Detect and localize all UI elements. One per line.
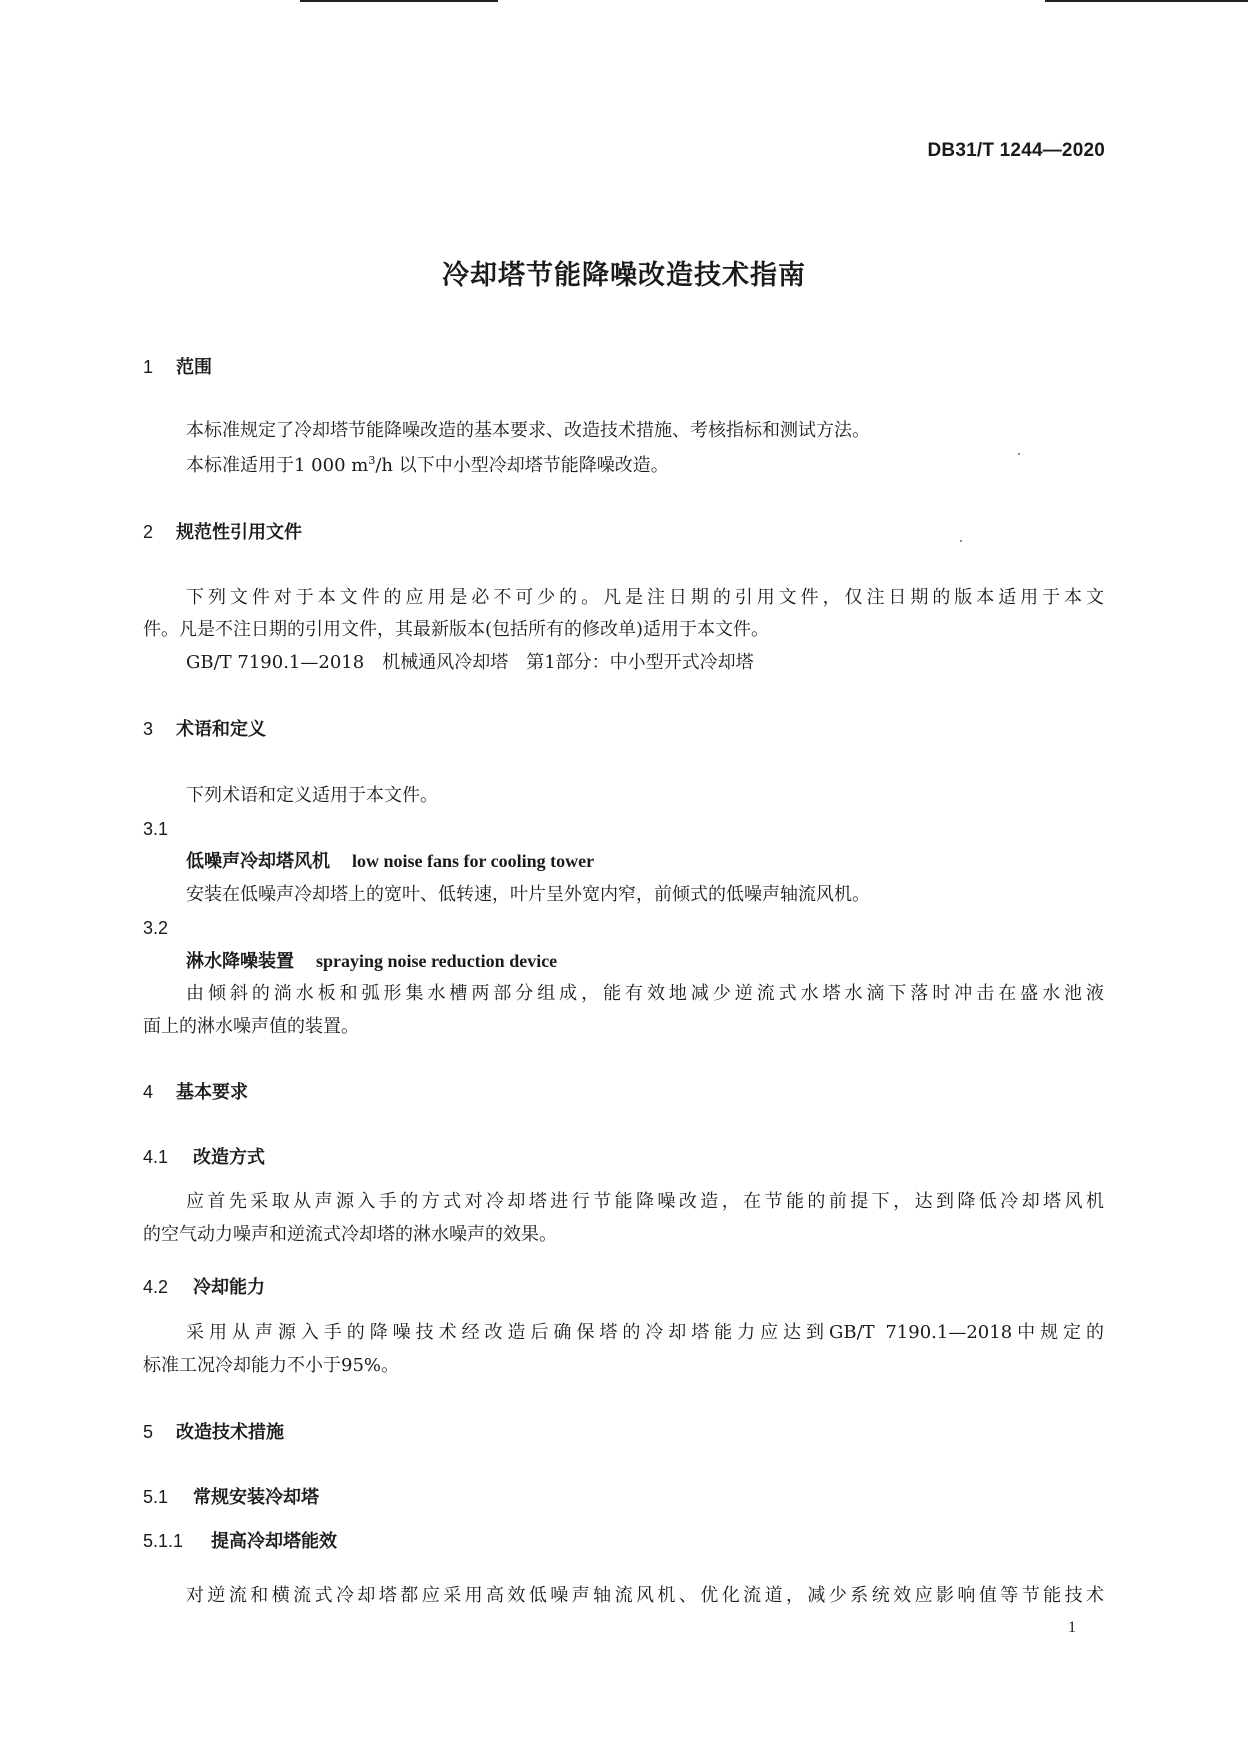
subsection-title: 提高冷却塔能效: [211, 1531, 337, 1552]
subsection-number: 4.2: [143, 1277, 169, 1297]
term-english: low noise fans for cooling tower: [352, 851, 595, 871]
subsection-4-2-heading: [143, 1276, 265, 1299]
term-definition: 安装在低噪声冷却塔上的宽叶、低转速，叶片呈外宽内窄，前倾式的低噪声轴流风机。: [186, 884, 870, 905]
paragraph-line: 采用从声源入手的降噪技术经改造后确保塔的冷却塔能力应达到GB/T 7190.1—2018中规定的: [186, 1322, 1104, 1343]
term-entry: [186, 950, 557, 973]
section-2-heading: [143, 521, 302, 544]
text-run: 本标准适用于1 000 m: [186, 455, 369, 476]
term-definition-line: 面上的淋水噪声值的装置。: [143, 1016, 359, 1037]
scan-speck: [1018, 453, 1020, 455]
superscript: 3: [368, 454, 376, 467]
scan-speck: [960, 540, 962, 542]
paragraph: 下列术语和定义适用于本文件。: [186, 785, 438, 806]
subsection-number: 5.1.1: [143, 1531, 184, 1551]
document-code: DB31/T 1244—2020: [927, 140, 1105, 161]
top-border-line-left: [300, 0, 498, 2]
document-title: 冷却塔节能降噪改造技术指南: [442, 260, 806, 291]
paragraph-line: 对逆流和横流式冷却塔都应采用高效低噪声轴流风机、优化流道，减少系统效应影响值等节能技术: [186, 1585, 1104, 1606]
section-title: 基本要求: [176, 1082, 248, 1103]
term-chinese: 淋水降噪装置: [186, 951, 294, 972]
section-number: 4: [143, 1082, 154, 1102]
subsection-title: 改造方式: [193, 1147, 265, 1168]
section-1-heading: [143, 356, 212, 379]
subsection-4-1-heading: [143, 1146, 265, 1169]
section-number: 2: [143, 522, 154, 542]
term-number: 3.1: [143, 819, 169, 839]
paragraph: [186, 455, 669, 477]
subsection-number: 4.1: [143, 1147, 169, 1167]
section-number: 3: [143, 719, 154, 739]
normative-reference: GB/T 7190.1—2018 机械通风冷却塔 第1部分：中小型开式冷却塔: [186, 652, 754, 673]
section-3-heading: [143, 718, 266, 741]
section-title: 规范性引用文件: [176, 522, 302, 543]
subsection-title: 冷却能力: [193, 1277, 265, 1298]
term-entry: [186, 850, 594, 873]
term-definition-line: 由倾斜的淌水板和弧形集水槽两部分组成，能有效地减少逆流式水塔水滴下落时冲击在盛水池液: [186, 983, 1104, 1004]
paragraph: 本标准规定了冷却塔节能降噪改造的基本要求、改造技术措施、考核指标和测试方法。: [186, 420, 870, 441]
paragraph-line: 标准工况冷却能力不小于95%。: [143, 1355, 400, 1376]
section-number: 1: [143, 357, 154, 377]
top-border-line-right: [1045, 0, 1248, 2]
term-english: spraying noise reduction device: [316, 951, 558, 971]
paragraph-line: 应首先采取从声源入手的方式对冷却塔进行节能降噪改造，在节能的前提下，达到降低冷却塔风机: [186, 1191, 1104, 1212]
term-number: 3.2: [143, 918, 169, 938]
page-number: 1: [1068, 1619, 1076, 1636]
paragraph-line: 下列文件对于本文件的应用是必不可少的。凡是注日期的引用文件，仅注日期的版本适用于本文: [186, 587, 1104, 608]
text-run: /h 以下中小型冷却塔节能降噪改造。: [375, 455, 669, 476]
paragraph-line: 的空气动力噪声和逆流式冷却塔的淋水噪声的效果。: [143, 1224, 557, 1245]
subsection-number: 5.1: [143, 1487, 169, 1507]
section-title: 范围: [176, 357, 212, 378]
paragraph-line: 件。凡是不注日期的引用文件，其最新版本(包括所有的修改单)适用于本文件。: [143, 619, 770, 640]
section-title: 术语和定义: [176, 719, 266, 740]
subsection-5-1-1-heading: [143, 1530, 337, 1553]
section-title: 改造技术措施: [176, 1422, 284, 1443]
section-5-heading: [143, 1421, 284, 1444]
subsection-title: 常规安装冷却塔: [193, 1487, 319, 1508]
term-chinese: 低噪声冷却塔风机: [186, 851, 330, 872]
section-number: 5: [143, 1422, 154, 1442]
subsection-5-1-heading: [143, 1486, 319, 1509]
section-4-heading: [143, 1081, 248, 1104]
